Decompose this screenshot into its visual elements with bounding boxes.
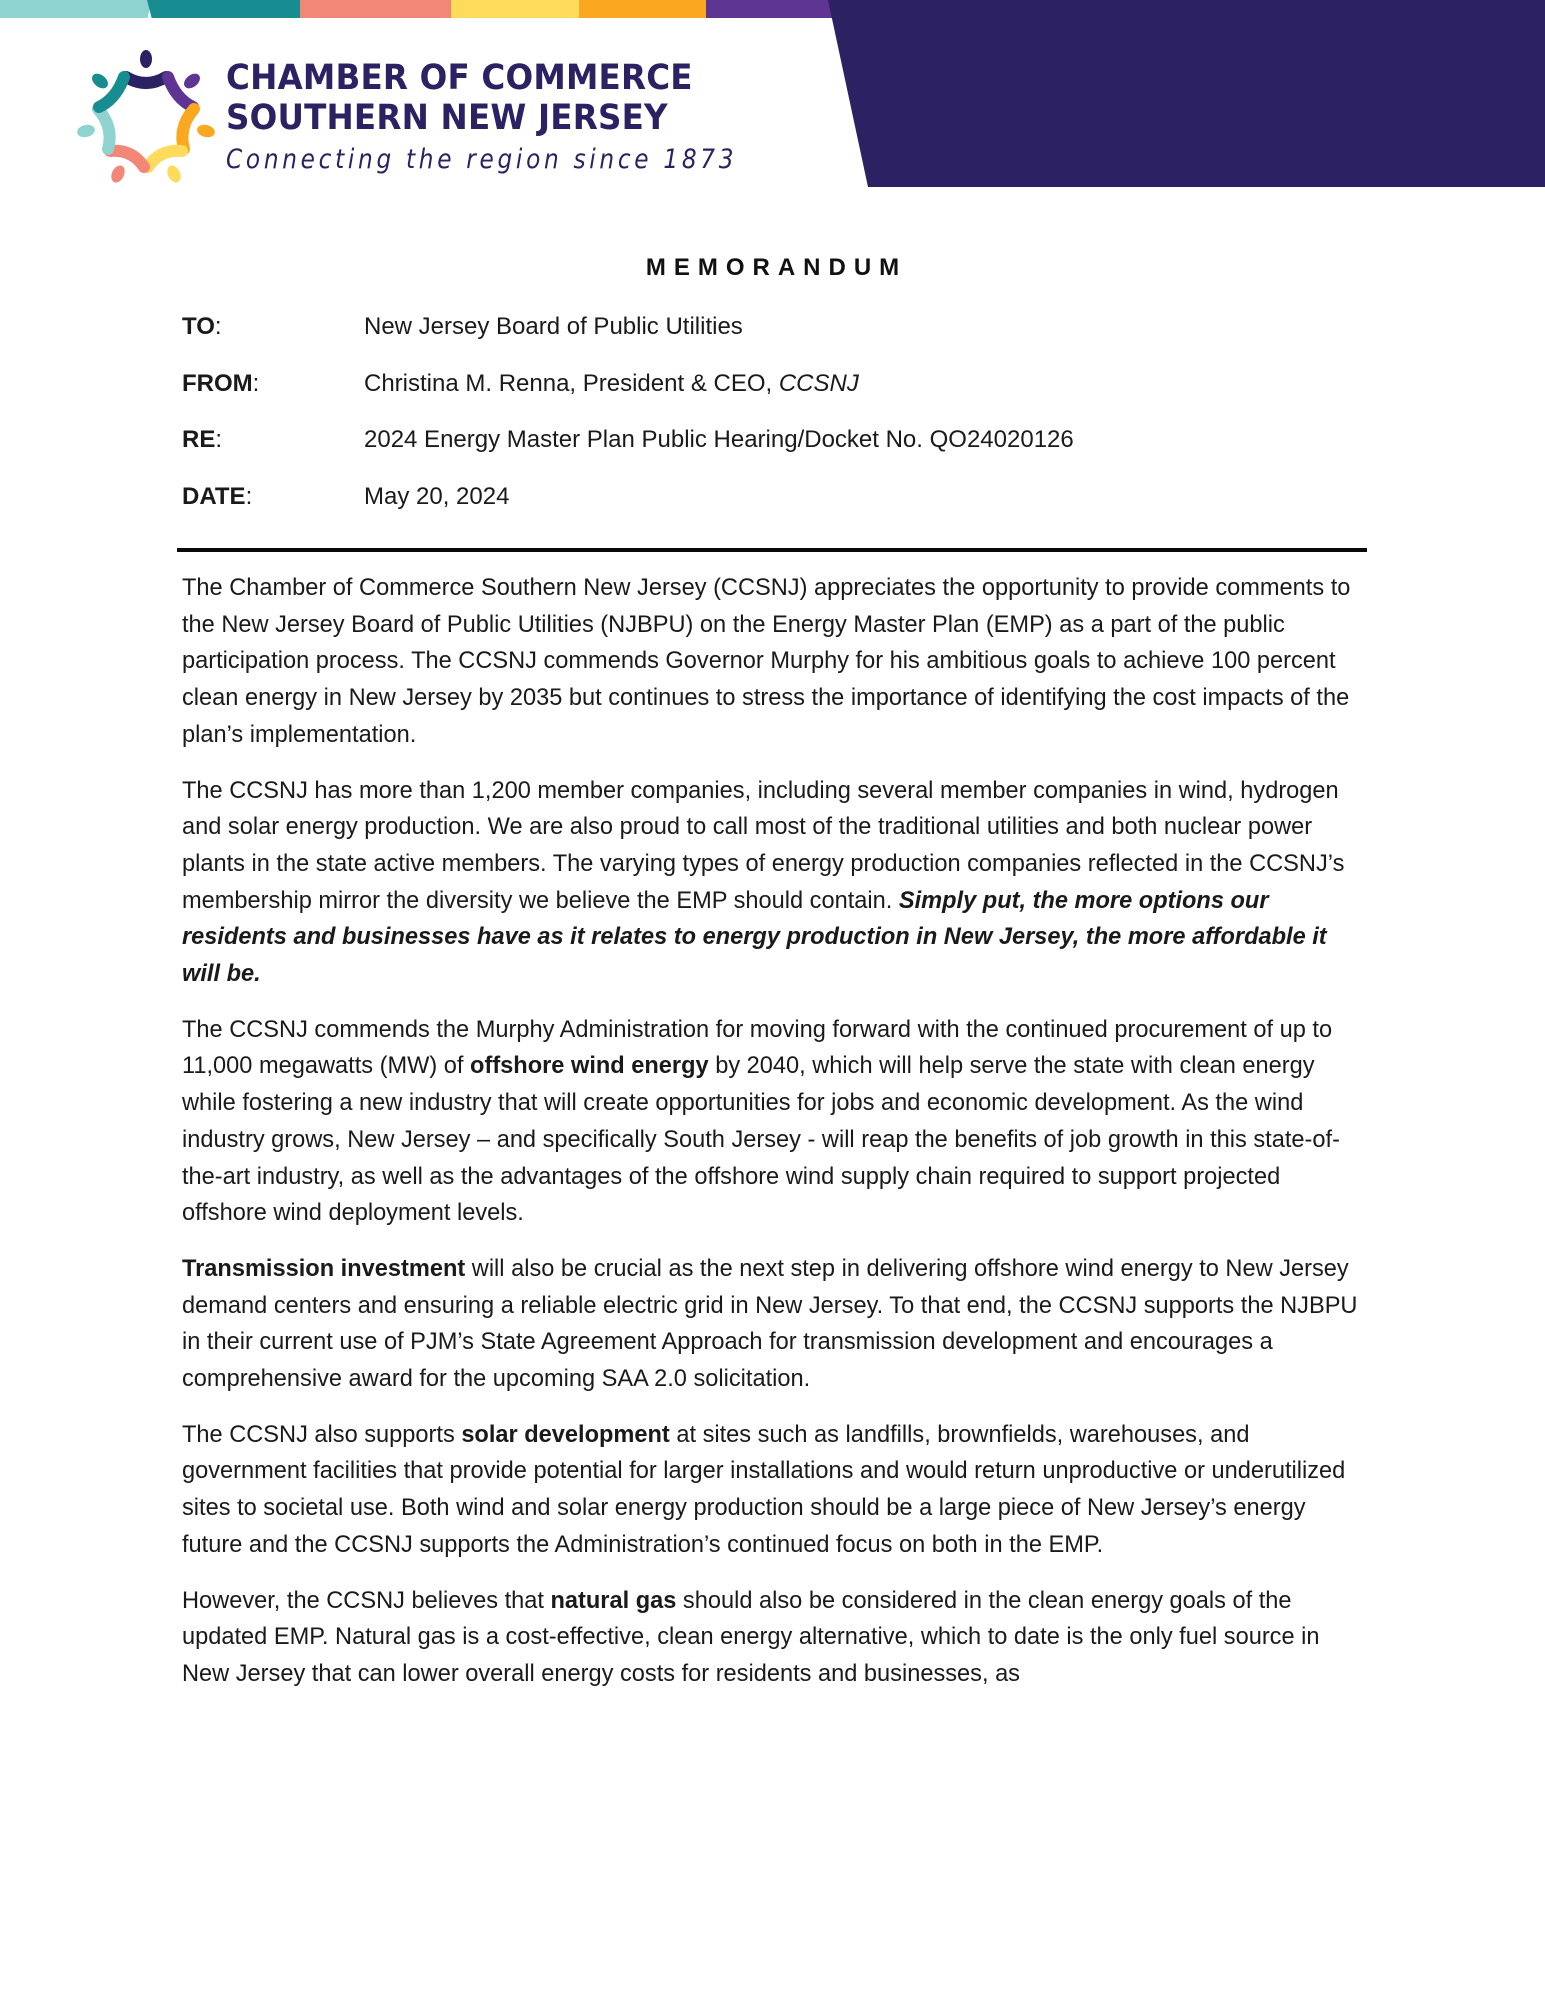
header-stripe-5 bbox=[579, 0, 708, 18]
logo-line-southern-nj: SOUTHERN NEW JERSEY bbox=[226, 98, 668, 138]
star-ring-logo-icon bbox=[75, 48, 217, 190]
paragraph-natural-gas: However, the CCSNJ believes that natural gas should also be considered in the clean energy goals of the updated EMP. Natural gas is a cost-effective, clean energy alternative, which to date is the only fuel source in New Jersey that can lower overall energy costs for residents and businesses, as bbox=[182, 1587, 1320, 1687]
paragraph-intro: The Chamber of Commerce Southern New Jersey (CCSNJ) appreciates the opportunity to provide comments to the New Jersey Board of Public Utilities (NJBPU) on the Energy Master Plan (EMP) as a part of the public participation process. The CCSNJ commends Governor Murphy for his ambitious goals to achieve 100 percent clean energy in New Jersey by 2035 but continues to stress the importance of identifying the cost impacts of the plan’s implementation. bbox=[182, 575, 1351, 748]
paragraph-membership: The CCSNJ has more than 1,200 member companies, including several member companies in wind, hydrogen and solar energy production. We are also proud to call most of the traditional utilities and both nuclear power plants in the state active members. The varying types of energy production companies reflected in the CCSNJ’s membership mirror the diversity we believe the EMP should contain. Simply put, the more options our residents and businesses have as it relates to energy production in New Jersey, the more affordable it will be. bbox=[182, 777, 1345, 988]
logo-line-chamber: CHAMBER OF COMMERCE bbox=[226, 58, 693, 98]
header-stripe-2 bbox=[147, 0, 302, 18]
logo-wordmark bbox=[226, 58, 820, 180]
memo-re-value: 2024 Energy Master Plan Public Hearing/Docket No. QO24020126 bbox=[364, 426, 1074, 453]
paragraph-transmission: Transmission investment will also be crucial as the next step in delivering offshore wind energy to New Jersey demand centers and ensuring a reliable electric grid in New Jersey. To that end, the CCSNJ supports the NJBPU in their current use of PJM’s State Agreement Approach for transmission development and encourages a comprehensive award for the upcoming SAA 2.0 solicitation. bbox=[182, 1255, 1358, 1393]
memo-body bbox=[182, 570, 1360, 1712]
paragraph-solar: The CCSNJ also supports solar development at sites such as landfills, brownfields, warehouses, and government facilities that provide potential for larger installations and would return unproductive or underutilized sites to societal use. Both wind and solar energy production should be a large piece of New Jersey’s energy future and the CCSNJ supports the Administration’s continued focus on both in the EMP. bbox=[182, 1421, 1346, 1558]
memo-re-label: RE: bbox=[182, 426, 223, 453]
memo-date-value: May 20, 2024 bbox=[364, 483, 510, 510]
paragraph-offshore-wind: The CCSNJ commends the Murphy Administration for moving forward with the continued procurement of up to 11,000 megawatts (MW) of offshore wind energy by 2040, which will help serve the state with clean energy while fostering a new industry that will create opportunities for jobs and economic development. As the wind industry grows, New Jersey – and specifically South Jersey - will reap the benefits of job growth in this state-of-the-art industry, as well as the advantages of the offshore wind supply chain required to support projected offshore wind deployment levels. bbox=[182, 1016, 1340, 1227]
header-stripe-1 bbox=[0, 0, 152, 18]
memo-divider bbox=[177, 548, 1367, 552]
memo-title: MEMORANDUM bbox=[645, 254, 908, 281]
emphasis-affordability: Simply put, the more options our residents and businesses have as it relates to energy production in New Jersey, the more affordable it will be. bbox=[182, 887, 1327, 988]
memo-from-value: Christina M. Renna, President & CEO, CCSNJ bbox=[364, 370, 859, 397]
header-stripe-4 bbox=[451, 0, 581, 18]
memo-to-value: New Jersey Board of Public Utilities bbox=[364, 313, 743, 340]
memo-from-label: FROM: bbox=[182, 370, 260, 397]
logo-tagline: Connecting the region since 1873 bbox=[226, 144, 738, 175]
header-brand-block bbox=[828, 0, 1545, 187]
memo-date-label: DATE: bbox=[182, 483, 253, 510]
memo-to-label: TO: bbox=[182, 313, 222, 340]
header-stripe-6 bbox=[706, 0, 832, 18]
header-stripe-3 bbox=[300, 0, 453, 18]
